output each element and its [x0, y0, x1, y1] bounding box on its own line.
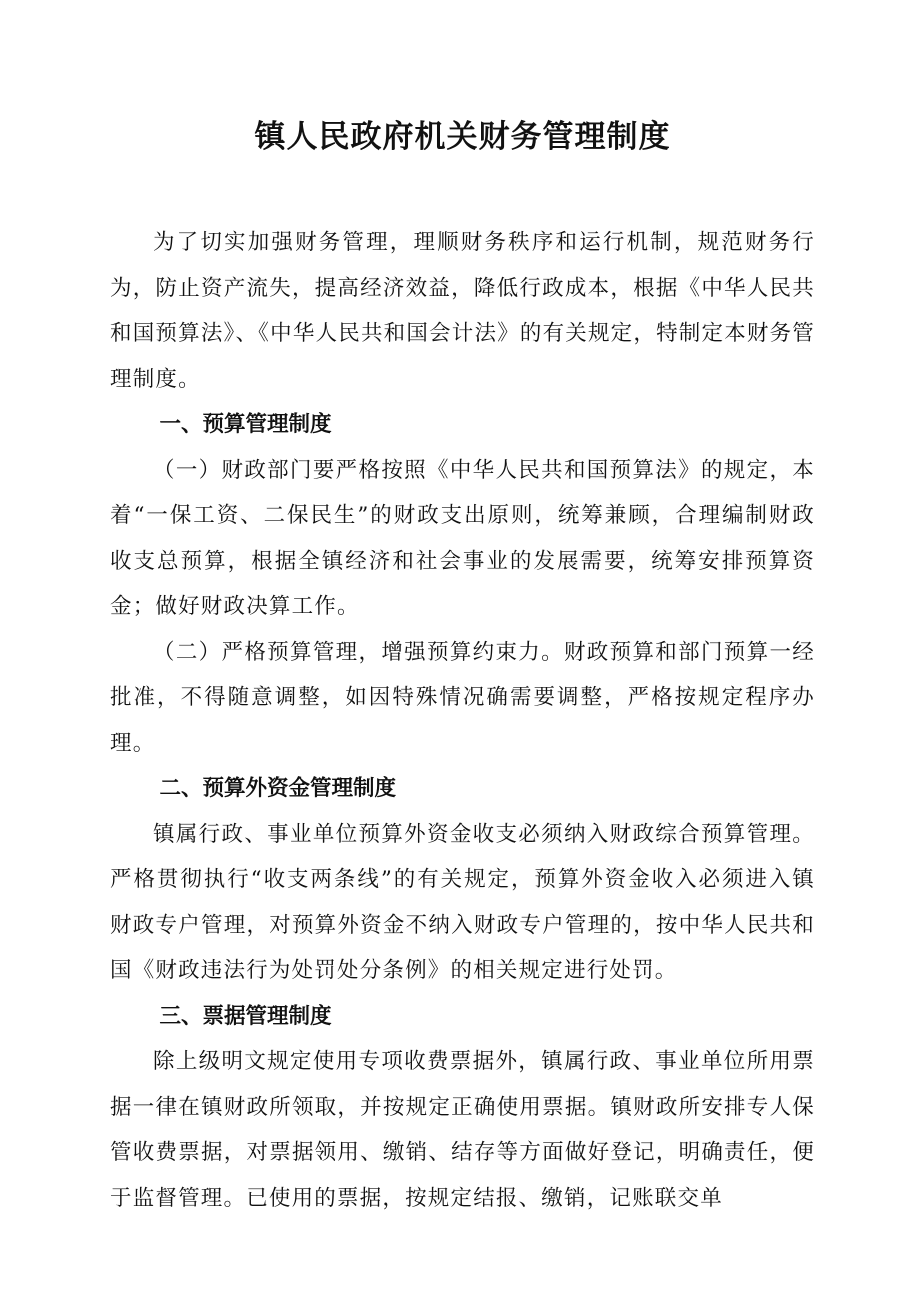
section-heading-receipts: 三、票据管理制度 [159, 1003, 332, 1029]
receipts-paragraph: 除上级明文规定使用专项收费票据外，镇属行政、事业单位所用票据一律在镇财政所领取，并按规定正确使用票据。镇财政所安排专人保管收费票据，对票据领用、缴销、结存等方面做好登记，明确责任，便于监督管理。已使用的票据，按规定结报、缴销，记账联交单 [110, 1049, 815, 1211]
document-page [110, 112, 815, 1221]
section-heading-extra-budget: 二、预算外资金管理制度 [159, 776, 396, 801]
budget-paragraph-1: （一）财政部门要严格按照《中华人民共和国预算法》的规定，本着“一保工资、二保民生”的财政支出原则，统筹兼顾，合理编制财政收支总预算，根据全镇经济和社会事业的发展需要，统筹安排预算资金；做好财政决算工作。 [110, 457, 815, 619]
budget-paragraph-2: （二）严格预算管理，增强预算约束力。财政预算和部门预算一经批准，不得随意调整，如因特殊情况确需要调整，严格按规定程序办理。 [110, 639, 815, 756]
extra-budget-paragraph: 镇属行政、事业单位预算外资金收支必须纳入财政综合预算管理。严格贯彻执行“收支两条线”的有关规定，预算外资金收入必须进入镇财政专户管理，对预算外资金不纳入财政专户管理的，按中华人民共和国《财政违法行为处罚处分条例》的相关规定进行处罚。 [110, 821, 815, 983]
intro-paragraph: 为了切实加强财务管理，理顺财务秩序和运行机制，规范财务行为，防止资产流失，提高经济效益，降低行政成本，根据《中华人民共和国预算法》、《中华人民共和国会计法》的有关规定，特制定本财务管理制度。 [110, 230, 815, 392]
section-heading-budget: 一、预算管理制度 [159, 412, 332, 437]
document-title: 镇人民政府机关财务管理制度 [254, 119, 671, 155]
